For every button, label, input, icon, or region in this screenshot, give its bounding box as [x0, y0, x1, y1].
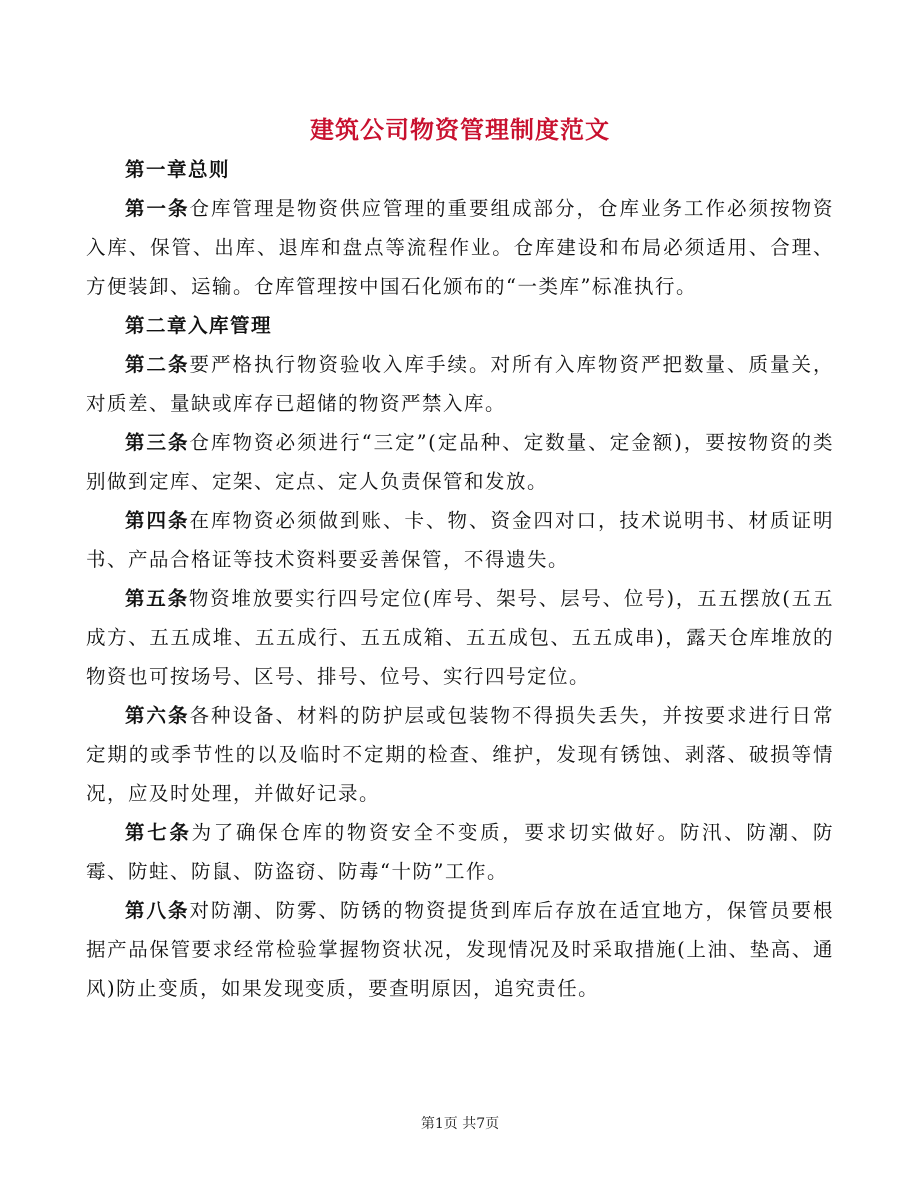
page-number: 第1页 共7页: [420, 1116, 500, 1132]
article-label: 第五条: [125, 587, 189, 610]
article-text: 为了确保仓库的物资安全不变质，要求切实做好。防汛、防潮、防霉、防蛀、防鼠、防盗窃、防毒“十防”工作。: [86, 821, 834, 883]
article-label: 第二条: [125, 353, 190, 376]
article-label: 第八条: [125, 899, 190, 922]
article-paragraph: [86, 579, 834, 696]
article-text: 物资堆放要实行四号定位(库号、架号、层号、位号)，五五摆放(五五成方、五五成堆、五五成行、五五成箱、五五成包、五五成串)，露天仓库堆放的物资也可按场号、区号、排号、位号、实行四号定位。: [86, 587, 834, 688]
article-text: 要严格执行物资验收入库手续。对所有入库物资严把数量、质量关，对质差、量缺或库存已超储的物资严禁入库。: [86, 353, 834, 415]
article-paragraph: [86, 501, 834, 579]
article-text: 各种设备、材料的防护层或包装物不得损失丢失，并按要求进行日常定期的或季节性的以及临时不定期的检查、维护，发现有锈蚀、剥落、破损等情况，应及时处理，并做好记录。: [86, 704, 834, 805]
article-label: 第三条: [125, 431, 190, 454]
article-paragraph: [86, 423, 834, 501]
article-paragraph: [86, 189, 834, 306]
chapter-heading: 第一章总则: [125, 158, 231, 181]
article-paragraph: [86, 345, 834, 423]
article-paragraph: [86, 891, 834, 1008]
article-text: 对防潮、防雾、防锈的物资提货到库后存放在适宜地方，保管员要根据产品保管要求经常检验掌握物资状况，发现情况及时采取措施(上油、垫高、通风)防止变质，如果发现变质，要查明原因，追究责任。: [86, 899, 834, 1000]
article-text: 仓库物资必须进行“三定”(定品种、定数量、定金额)，要按物资的类别做到定库、定架、定点、定人负责保管和发放。: [86, 431, 834, 493]
chapter-heading: 第二章入库管理: [125, 314, 273, 337]
article-label: 第四条: [125, 509, 190, 532]
article-paragraph: [86, 696, 834, 813]
document-body: [86, 150, 834, 1008]
article-text: 在库物资必须做到账、卡、物、资金四对口，技术说明书、材质证明书、产品合格证等技术资料要妥善保管，不得遗失。: [86, 509, 834, 571]
article-label: 第六条: [125, 704, 190, 727]
article-text: 仓库管理是物资供应管理的重要组成部分，仓库业务工作必须按物资入库、保管、出库、退库和盘点等流程作业。仓库建设和布局必须适用、合理、方便装卸、运输。仓库管理按中国石化颁布的“一类库”标准执行。: [86, 197, 834, 298]
article-label: 第一条: [125, 197, 190, 220]
article-label: 第七条: [125, 821, 192, 844]
document-title: 建筑公司物资管理制度范文: [310, 115, 610, 144]
article-paragraph: [86, 813, 834, 891]
